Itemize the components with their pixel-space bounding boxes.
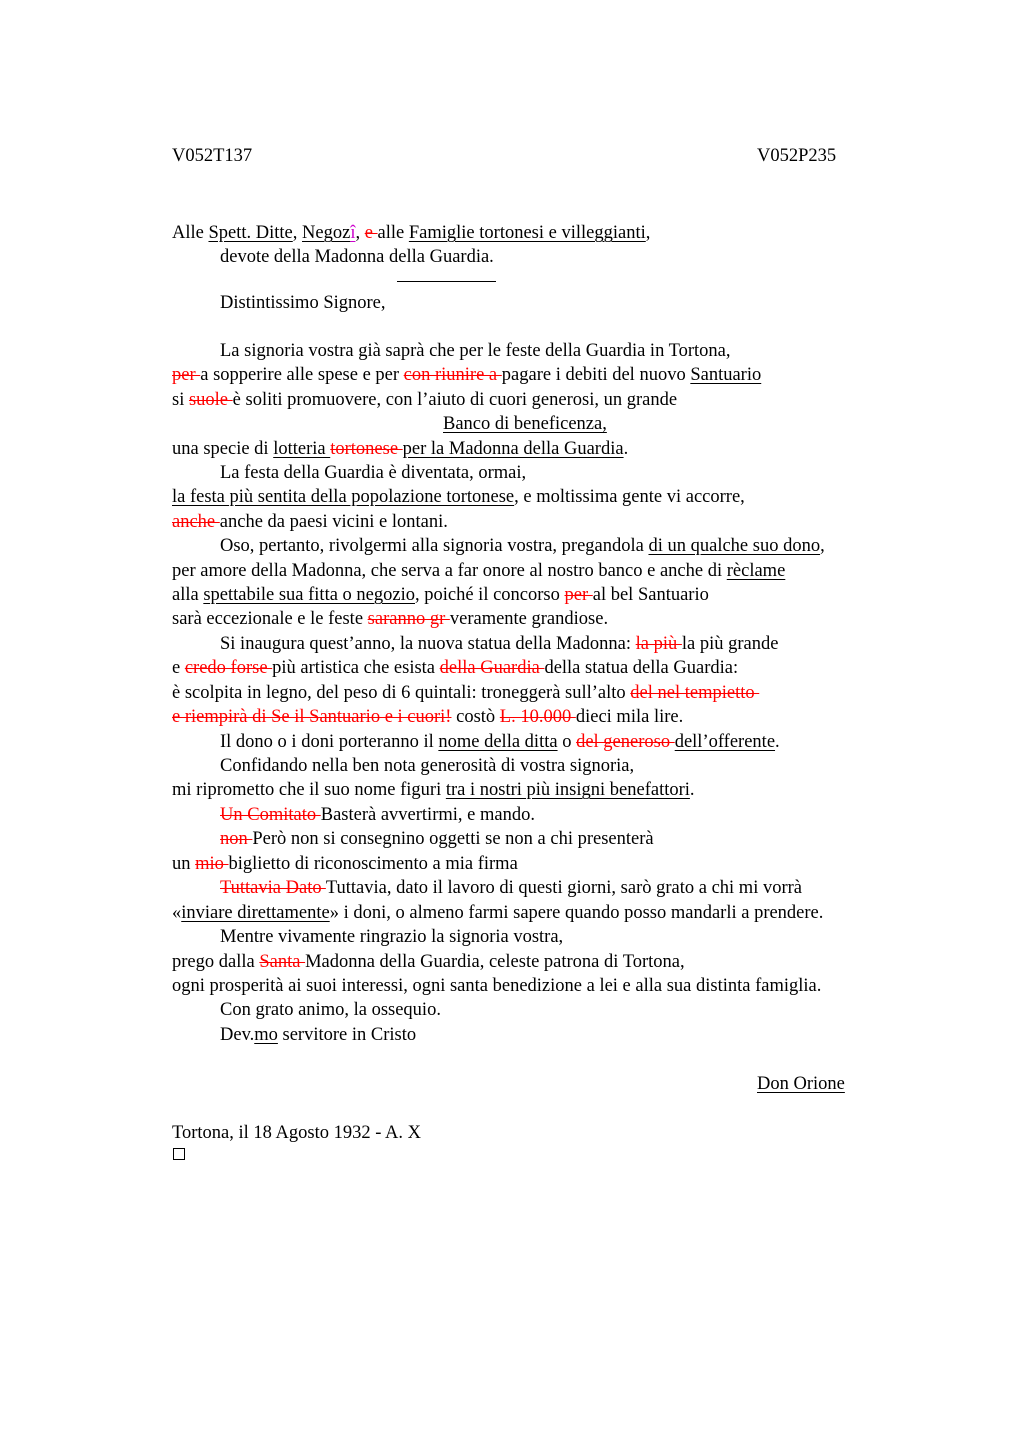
body-line: per a sopperire alle spese e per con riunire a pagare i debiti del nuovo Santuario xyxy=(172,365,762,385)
body-line-centered-heading: Banco di beneficenza, xyxy=(443,414,607,434)
body-line: Si inaugura quest’anno, la nuova statua della Madonna: la più la più grande xyxy=(220,634,779,654)
body-line: e credo forse più artistica che esista della Guardia della statua della Guardia: xyxy=(172,658,739,678)
body-line: e riempirà di Se il Santuario e i cuori! costò L. 10.000 dieci mila lire. xyxy=(172,707,684,727)
closing-line: Dev.mo servitore in Cristo xyxy=(220,1025,417,1045)
signature: Don Orione xyxy=(757,1074,845,1094)
body-line: non Però non si consegnino oggetti se non a chi presenterà xyxy=(220,829,654,849)
address-line-2: devote della Madonna della Guardia. xyxy=(220,247,494,267)
body-line: La festa della Guardia è diventata, ormai, xyxy=(220,463,527,483)
body-line: la festa più sentita della popolazione tortonese, e moltissima gente vi accorre, xyxy=(172,487,745,507)
body-line: mi riprometto che il suo nome figuri tra i nostri più insigni benefattori. xyxy=(172,780,695,800)
place-date: Tortona, il 18 Agosto 1932 - A. X xyxy=(172,1123,421,1143)
body-line: «inviare direttamente» i doni, o almeno farmi sapere quando posso mandarli a prendere. xyxy=(172,903,824,923)
body-line: una specie di lotteria tortonese per la Madonna della Guardia. xyxy=(172,439,629,459)
document-code-left: V052T137 xyxy=(172,146,253,166)
page-code-right: V052P235 xyxy=(757,146,837,166)
body-line: La signoria vostra già saprà che per le feste della Guardia in Tortona, xyxy=(220,341,731,361)
body-line: è scolpita in legno, del peso di 6 quintali: troneggerà sull’alto del nel tempietto xyxy=(172,683,760,703)
body-line: si suole è soliti promuovere, con l’aiuto di cuori generosi, un grande xyxy=(172,390,678,410)
body-line: Un Comitato Basterà avvertirmi, e mando. xyxy=(220,805,535,825)
body-line: sarà eccezionale e le feste saranno gr veramente grandiose. xyxy=(172,609,609,629)
body-line: Mentre vivamente ringrazio la signoria vostra, xyxy=(220,927,564,947)
separator-rule xyxy=(397,281,496,282)
body-line: Confidando nella ben nota generosità di vostra signoria, xyxy=(220,756,635,776)
body-line: Il dono o i doni porteranno il nome della ditta o del generoso dell’offerente. xyxy=(220,732,780,752)
body-line: ogni prosperità ai suoi interessi, ogni santa benedizione a lei e alla sua distinta famiglia. xyxy=(172,976,822,996)
address-line-1: Alle Spett. Ditte, Negozî, e alle Famiglie tortonesi e villeggianti, xyxy=(172,223,651,243)
body-line: per amore della Madonna, che serva a far onore al nostro banco e anche di rèclame xyxy=(172,561,786,581)
checkbox-square-icon xyxy=(173,1148,185,1160)
closing-line: Con grato animo, la ossequio. xyxy=(220,1000,441,1020)
body-line: Oso, pertanto, rivolgermi alla signoria vostra, pregandola di un qualche suo dono, xyxy=(220,536,825,556)
body-line: un mio biglietto di riconoscimento a mia firma xyxy=(172,854,518,874)
body-line: anche anche da paesi vicini e lontani. xyxy=(172,512,448,532)
body-line: alla spettabile sua fitta o negozio, poiché il concorso per al bel Santuario xyxy=(172,585,709,605)
body-line: Tuttavia Dato Tuttavia, dato il lavoro di questi giorni, sarò grato a chi mi vorrà xyxy=(220,878,802,898)
salutation: Distintissimo Signore, xyxy=(220,293,386,313)
body-line: prego dalla Santa Madonna della Guardia, celeste patrona di Tortona, xyxy=(172,952,685,972)
